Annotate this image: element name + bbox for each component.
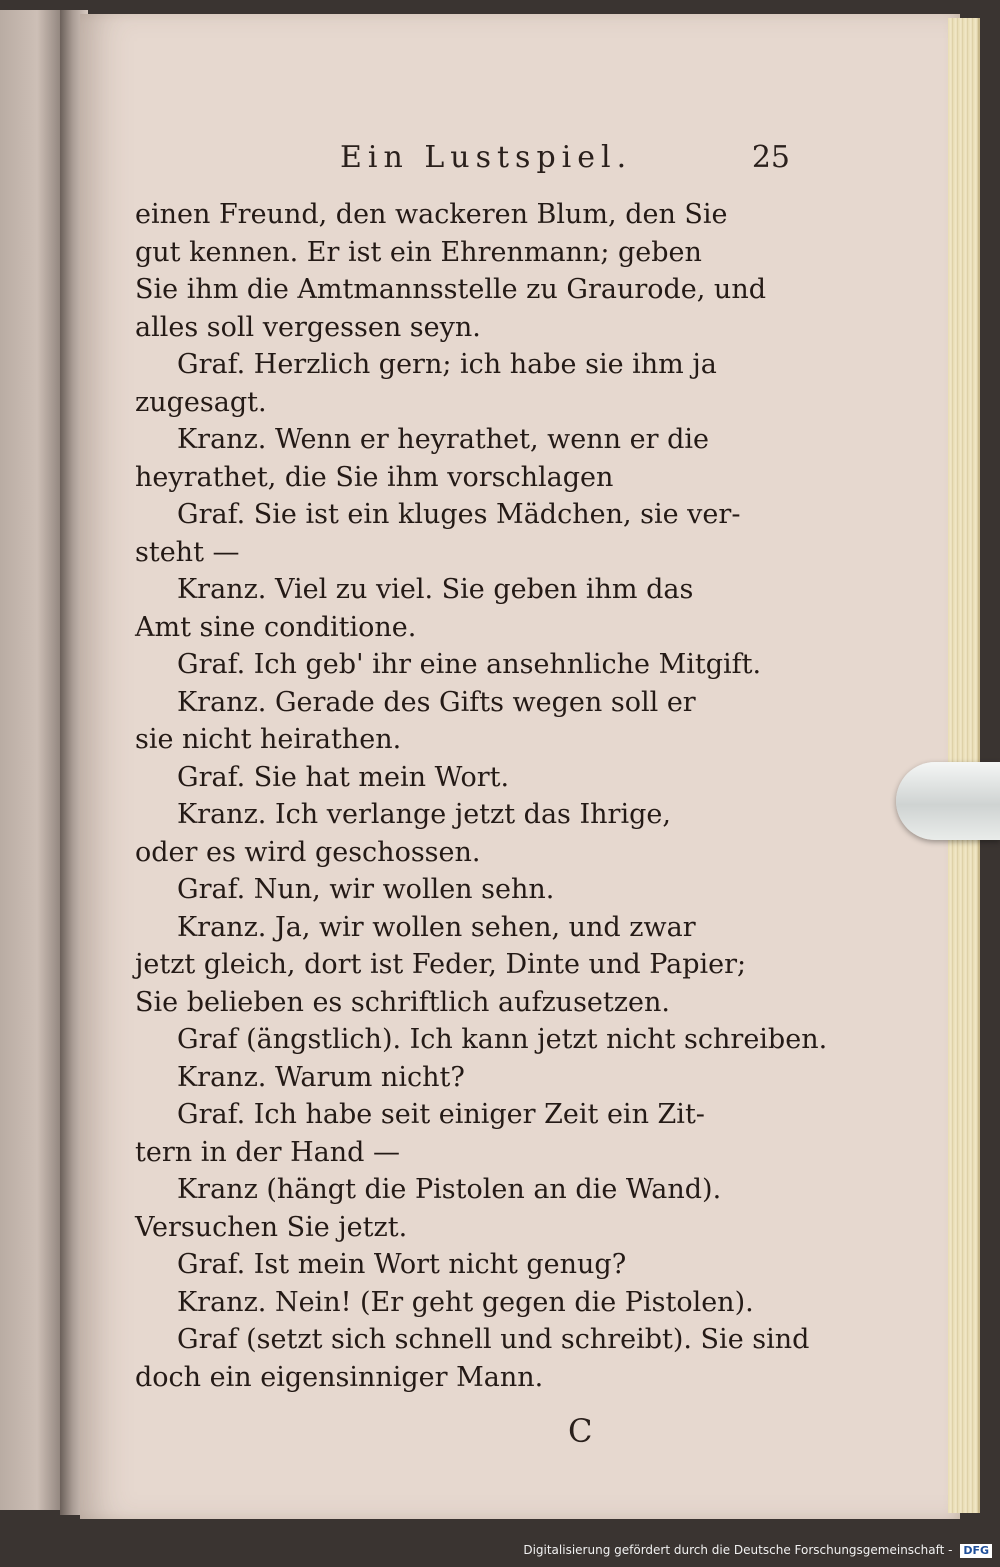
text-line: doch ein eigensinniger Mann. (135, 1361, 544, 1393)
text-line: einen Freund, den wackeren Blum, den Sie (135, 199, 728, 230)
footer-credit: Digitalisierung gefördert durch die Deutsche Forschungsgemeinschaft - (523, 1543, 953, 1557)
text-line: Graf (ängstlich). Ich kann jetzt nicht schreiben. (177, 1024, 828, 1055)
text-line: Kranz. Ich verlange jetzt das Ihrige, (177, 799, 671, 830)
text-line: Amt sine conditione. (135, 611, 417, 643)
text-line: steht — (135, 536, 240, 568)
page-number: 25 (751, 140, 790, 175)
text-line: Graf. Sie ist ein kluges Mädchen, sie ver- (177, 499, 741, 530)
text-line: Sie ihm die Amtmannsstelle zu Graurode, und (135, 274, 766, 305)
text-line: Kranz. Viel zu viel. Sie geben ihm das (177, 574, 694, 605)
text-line: Kranz. Nein! (Er geht gegen die Pistolen). (177, 1286, 754, 1318)
text-line: heyrathet, die Sie ihm vorschlagen (135, 461, 614, 493)
text-line: tern in der Hand — (135, 1136, 400, 1168)
text-line: Graf. Ist mein Wort nicht genug? (177, 1249, 627, 1280)
text-line: alles soll vergessen seyn. (135, 311, 481, 343)
running-title: Ein Lustspiel. (340, 140, 633, 175)
text-line: Kranz (hängt die Pistolen an die Wand). (177, 1174, 722, 1205)
dfg-logo: DFG (960, 1544, 992, 1558)
text-line: Graf (setzt sich schnell und schreibt). Sie sind (177, 1324, 810, 1355)
text-line: Kranz. Warum nicht? (177, 1061, 465, 1093)
text-line: Versuchen Sie jetzt. (135, 1211, 408, 1243)
text-line: Graf. Ich habe seit einiger Zeit ein Zit- (177, 1099, 705, 1130)
signature-mark: C (568, 1412, 593, 1450)
text-line: Graf. Ich geb' ihr eine ansehnliche Mitgift. (177, 649, 762, 680)
page-clip (896, 762, 1000, 840)
body-text (135, 196, 828, 1396)
page-header (140, 140, 790, 180)
text-line: jetzt gleich, dort ist Feder, Dinte und Papier; (135, 949, 747, 980)
text-line: Graf. Sie hat mein Wort. (177, 761, 510, 793)
digitization-footer (523, 1543, 992, 1561)
text-line: Graf. Nun, wir wollen sehn. (177, 874, 555, 905)
text-line: Kranz. Wenn er heyrathet, wenn er die (177, 424, 709, 455)
text-line: Sie belieben es schriftlich aufzusetzen. (135, 986, 670, 1018)
text-line: oder es wird geschossen. (135, 836, 481, 868)
text-line: zugesagt. (135, 386, 267, 418)
left-page-edge (0, 10, 62, 1510)
text-line: sie nicht heirathen. (135, 724, 402, 755)
text-line: Kranz. Ja, wir wollen sehen, und zwar (177, 911, 696, 943)
text-line: Graf. Herzlich gern; ich habe sie ihm ja (177, 349, 717, 380)
text-line: Kranz. Gerade des Gifts wegen soll er (177, 686, 696, 718)
text-line: gut kennen. Er ist ein Ehrenmann; geben (135, 236, 702, 268)
